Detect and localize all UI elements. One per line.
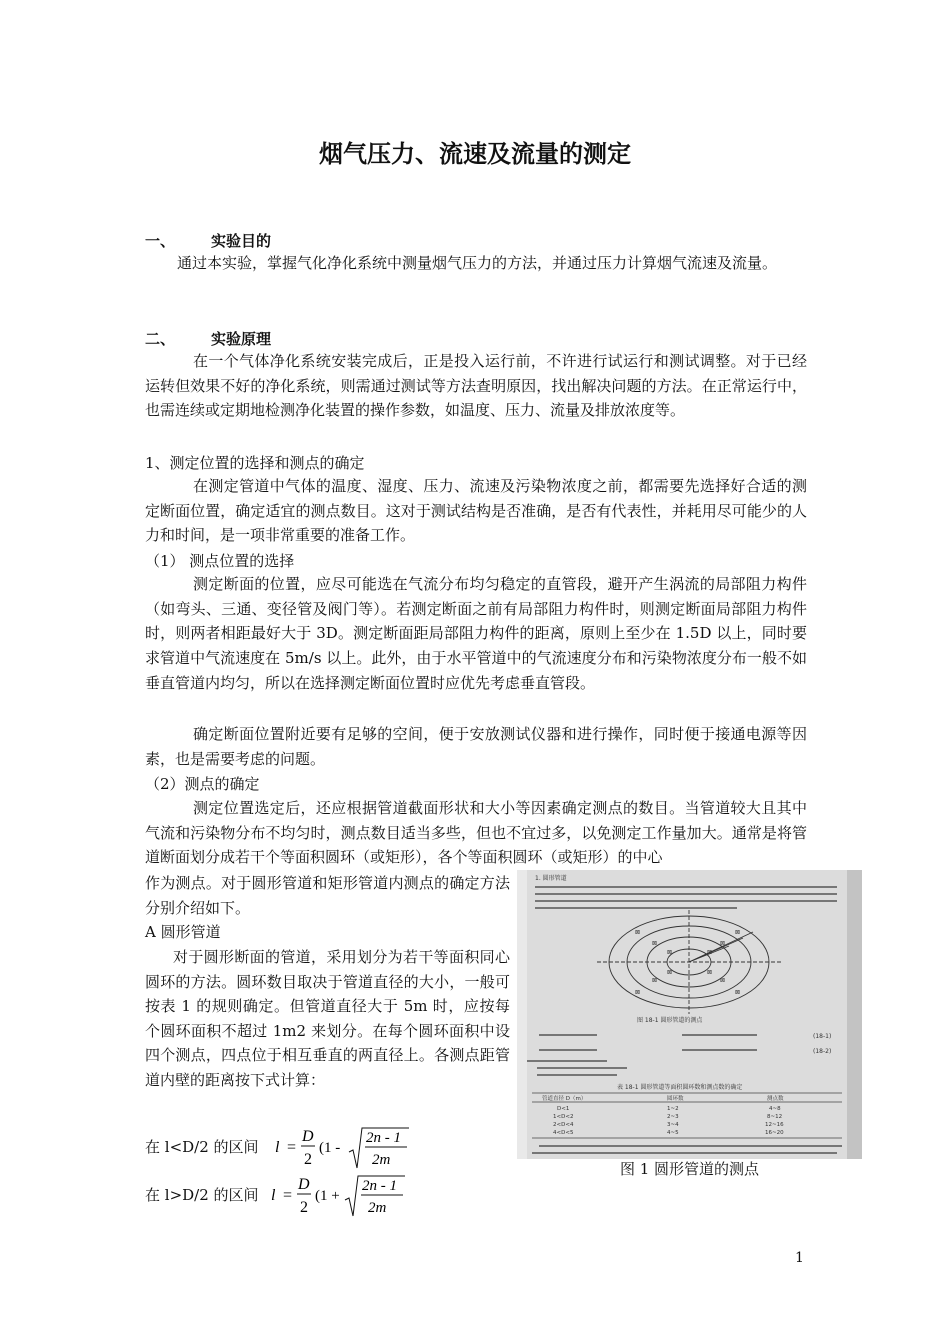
section-2-paragraph-3: 测定断面的位置，应尽可能选在气流分布均匀稳定的直管段，避开产生涡流的局部阻力构件（如弯头、三通、变径管及阀门等）。若测定断面之前有局部阻力构件时，则测定断面局部阻力构件时，则两者相距最好大于 3D。测定断面距局部阻力构件的距离，原则上至少在 1.5D 以上，同时要求管道中气流速度在 5m/s 以上。此外，由于水平管道中的气流速度分布和污染物浓度分布一般不如垂直管道内均匀，所以在选择测定断面位置时应优先考虑垂直管段。 (145, 575, 807, 692)
formula-1-label: 在 l<D/2 的区间 (145, 1138, 259, 1156)
figure-scan-content (517, 870, 862, 1159)
figure-scan (517, 870, 862, 1159)
svg-text:⊠: ⊠ (735, 929, 741, 936)
formula-den: 2m (368, 1200, 387, 1216)
formula-den: 2m (372, 1152, 391, 1168)
figure-table-head-3: 测点数 (767, 1096, 784, 1102)
svg-text:⊠: ⊠ (720, 940, 726, 947)
figure-table-head-2: 圆环数 (667, 1096, 684, 1102)
section-2-title: 实验原理 (211, 330, 272, 348)
section-1-heading (145, 230, 271, 251)
svg-text:⊠: ⊠ (652, 940, 658, 947)
subsection-1b-title: （2）测点的确定 (145, 775, 260, 793)
formula-D: D (298, 1176, 310, 1193)
figure-table-cell: 4~5 (667, 1130, 679, 1136)
formula-D: D (302, 1128, 314, 1145)
subsection-1a-title: （1） 测点位置的选择 (145, 552, 295, 570)
section-2-paragraph-2: 在测定管道中气体的温度、湿度、压力、流速及污染物浓度之前，都需要先选择好合适的测定断面位置，确定适宜的测点数目。这对于测试结构是否准确，是否有代表性，并耗用尽可能少的人力和时间，是一项非常重要的准备工作。 (145, 477, 807, 545)
formula-2-label: 在 l>D/2 的区间 (145, 1186, 259, 1204)
figure-table-cell: 12~16 (765, 1122, 784, 1128)
figure-text-eq2: (18-2) (813, 1048, 832, 1055)
svg-text:⊠: ⊠ (707, 969, 713, 976)
section-2-paragraph-5b: 作为测点。对于圆形管道和矩形管道内测点的确定方法分别介绍如下。 (145, 874, 510, 917)
svg-text:⊠: ⊠ (707, 949, 713, 956)
figure-table-cell: 1~2 (667, 1106, 679, 1112)
page-title: 烟气压力、流速及流量的测定 (319, 140, 631, 168)
section-2-paragraph-6: 对于圆形断面的管道，采用划分为若干等面积同心圆环的方法。圆环数目取决于管道直径的大小，一般可按表 1 的规则确定。但管道直径大于 5m 时，应按每个圆环面积不超过 1m2 来划分。在每个圆环面积中设四个测点，四点位于相互垂直的两直径上。各测点距管道内壁的距离按下式计算： (145, 948, 510, 1089)
svg-text:⊠: ⊠ (667, 969, 673, 976)
figure-text-eq1: (18-1) (813, 1033, 832, 1040)
figure-table-cell: 3~4 (667, 1122, 679, 1128)
svg-text:⊠: ⊠ (667, 949, 673, 956)
formula-eq: = (283, 1187, 293, 1204)
svg-text:⊠: ⊠ (720, 977, 726, 984)
formula-l: l (275, 1139, 280, 1156)
figure-text-fig-title: 图 18-1 圆形管道的测点 (637, 1017, 703, 1024)
figure-table-cell: 2~3 (667, 1114, 679, 1120)
formula-num: 2n - 1 (362, 1178, 397, 1194)
formula-eq: = (287, 1139, 297, 1156)
formula-1-expression (271, 1124, 541, 1174)
section-2-number: 二、 (145, 330, 176, 348)
section-2-heading (145, 328, 271, 349)
formula-l: l (271, 1187, 276, 1204)
subsection-1-title: 1、测定位置的选择和测点的确定 (145, 454, 365, 472)
svg-text:⊠: ⊠ (635, 989, 641, 996)
formula-num: 2n - 1 (366, 1130, 401, 1146)
figure-table-cell: 8~12 (767, 1114, 783, 1120)
svg-text:⊠: ⊠ (635, 929, 641, 936)
section-1-paragraph: 通过本实验，掌握气化净化系统中测量烟气压力的方法，并通过压力计算烟气流速及流量。 (177, 254, 778, 272)
section-2-paragraph-4: 确定断面位置附近要有足够的空间，便于安放测试仪器和进行操作，同时便于接通电源等因素，也是需要考虑的问题。 (145, 725, 807, 768)
formula-2: 2 (304, 1151, 312, 1168)
figure-text-heading: 1. 圆形管道 (535, 875, 567, 882)
svg-text:⊠: ⊠ (735, 989, 741, 996)
formula-open: (1 - (319, 1140, 341, 1156)
figure-table-cell: 2<D<4 (553, 1122, 574, 1128)
figure-table-cell: 4<D<5 (553, 1130, 574, 1136)
formula-2: 2 (300, 1199, 308, 1216)
formula-open: (1 + (315, 1188, 340, 1204)
figure-table-cell: 1<D<2 (553, 1114, 574, 1120)
svg-text:⊠: ⊠ (652, 977, 658, 984)
figure-table-cell: 16~20 (765, 1130, 784, 1136)
page-number: 1 (795, 1250, 804, 1266)
figure-table-cell: 4~8 (769, 1106, 781, 1112)
figure-caption: 图 1 圆形管道的测点 (619, 1160, 760, 1178)
subsection-A-title: A 圆形管道 (145, 923, 221, 941)
section-2-paragraph-1: 在一个气体净化系统安装完成后，正是投入运行前，不许进行试运行和测试调整。对于已经运转但效果不好的净化系统，则需通过测试等方法查明原因，找出解决问题的方法。在正常运行中，也需连续或定期地检测净化装置的操作参数，如温度、压力、流量及排放浓度等。 (145, 352, 807, 420)
figure-text-table-title: 表 18-1 圆形管道等面积圆环数和测点数的确定 (617, 1084, 743, 1091)
section-1-number: 一、 (145, 232, 176, 250)
formula-2-expression (267, 1172, 537, 1222)
section-2-paragraph-5a: 测定位置选定后，还应根据管道截面形状和大小等因素确定测点的数目。当管道较大且其中气流和污染物分布不均匀时，测点数目适当多些，但也不宜过多，以免测定工作量加大。通常是将管道断面划分成若干个等面积圆环（或矩形），各个等面积圆环（或矩形）的中心 (145, 799, 807, 867)
figure-table-head-1: 管道直径 D（m） (542, 1096, 587, 1102)
section-1-title: 实验目的 (211, 232, 272, 250)
figure-table-cell: D<1 (557, 1106, 570, 1112)
